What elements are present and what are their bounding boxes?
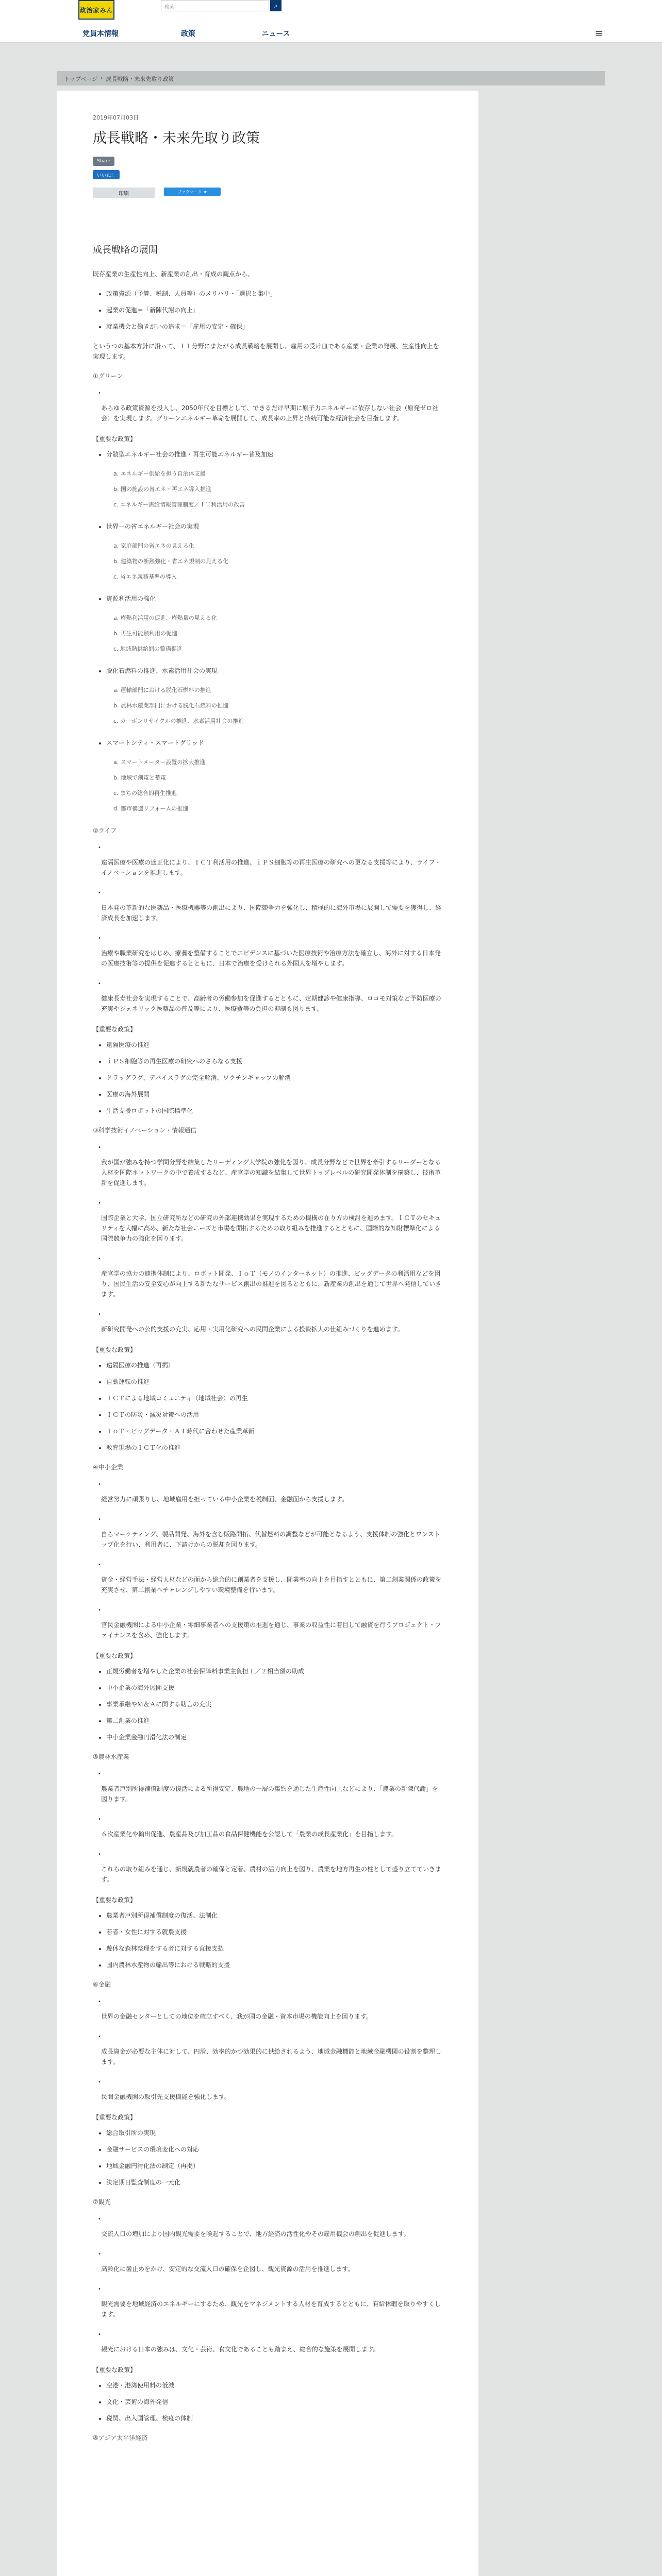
bullet-icon: • xyxy=(98,936,101,941)
policy-list xyxy=(93,1666,443,1742)
page-title: 成長戦略・未来先取り政策 xyxy=(93,130,260,146)
policy-list xyxy=(93,1910,443,1970)
lead-paragraph xyxy=(98,1515,443,1550)
lead-paragraph xyxy=(98,1815,443,1839)
policy-list-item: • ドラッグラグ、デバイスラグの完全解消、ワクチンギャップの解消 xyxy=(106,1073,443,1083)
policy-subitems xyxy=(113,685,443,726)
nav-item-policy[interactable]: 政策 xyxy=(181,30,195,38)
bullet-icon: • xyxy=(98,1852,101,1857)
bullet-icon: • xyxy=(98,1999,101,2005)
nav-item-news[interactable]: ニュース xyxy=(261,30,290,38)
bullet-icon: • xyxy=(98,1145,101,1150)
bullet-icon: • xyxy=(98,1771,101,1777)
policy-group xyxy=(93,521,443,532)
tool-row xyxy=(93,188,221,198)
lead-text: 経営努力に頑張りし、地域雇用を担っている中小企業を税制面、金融面から支援します。 xyxy=(101,1496,349,1503)
lead-paragraph xyxy=(98,2214,443,2239)
lead-text: 観光における日本の強みは、文化・芸術、食文化であることも踏まえ、総合的な施策を展開します。 xyxy=(101,2346,379,2353)
hamburger-menu-icon[interactable]: ≡ xyxy=(594,27,604,39)
lead-paragraph xyxy=(98,1198,443,1244)
policy-label: 【重要な政策】 xyxy=(93,1652,137,1659)
policy-subitem: a. スマートメーター設置の拡大推進 xyxy=(113,759,206,766)
lead-text: 資金・経営手法・経営人材などの面から総合的に創業者を支援し、開業率の向上を目指すとともに、第二創業関係の政策を充実させ、第二創業へチャレンジしやすい環境整備を行います。 xyxy=(101,1576,442,1594)
policy-list-item: • 農業者戸別所得補償制度の復活、法制化 xyxy=(106,1910,443,1921)
site-header xyxy=(0,0,662,43)
lead-paragraph xyxy=(98,388,443,423)
lead-paragraph xyxy=(98,2077,443,2102)
policy-label: 【重要な政策】 xyxy=(93,1026,137,1033)
bullet-icon: • xyxy=(98,2216,101,2222)
article-panel xyxy=(57,91,478,2576)
policy-group-title: • 分散型エネルギー社会の推進・再生可能エネルギー普及加速 xyxy=(106,449,443,460)
lead-paragraph xyxy=(98,2249,443,2274)
policy-list-item: • 事業承継やＭ＆Ａに関する助言の充実 xyxy=(106,1699,443,1709)
policy-subitem: b. 国の施設の省エネ・再エネ導入推進 xyxy=(113,486,211,493)
policy-list-item: • 生活支援ロボットの国際標準化 xyxy=(106,1106,443,1116)
section-title: ⑥金融 xyxy=(93,1981,111,1988)
policy-label: 【重要な政策】 xyxy=(93,1896,137,1904)
policy-group xyxy=(93,666,443,676)
policy-list xyxy=(93,2128,443,2188)
lead-paragraph xyxy=(98,2330,443,2354)
lead-text: 世界の金融センターとしての地位を確立すべく、我が国の金融・資本市場の機能向上を図ります。 xyxy=(101,2013,373,2020)
breadcrumb-home[interactable]: トップページ xyxy=(64,76,98,82)
section-title: ⑦観光 xyxy=(93,2198,111,2206)
bullet-icon: • xyxy=(98,1517,101,1522)
policy-label: 【重要な政策】 xyxy=(93,2114,137,2121)
bullet-icon: • xyxy=(98,1817,101,1822)
nav-item-party-info[interactable]: 党員本情報 xyxy=(82,30,119,38)
lead-paragraph xyxy=(98,1997,443,2022)
lead-text: 交流人口の増加により国内観光需要を喚起することで、地方経済の活性化やその雇用機会の創出を促進します。 xyxy=(101,2230,410,2238)
policy-subitem: b. 地域で創電と蓄電 xyxy=(113,774,166,781)
policy-list-item: • 遊休な森林整理をする者に対する直接支払 xyxy=(106,1943,443,1954)
lead-paragraph xyxy=(98,1480,443,1504)
policy-group-title: • 世界一の省エネルギー社会の実現 xyxy=(106,521,443,532)
policy-group xyxy=(93,738,443,748)
lead-text: ６次産業化や輸出促進、農産品及び加工品の食品保健機能を公認して「農業の成長産業化」を目指します。 xyxy=(101,1831,398,1838)
share-row xyxy=(93,157,114,166)
policy-list xyxy=(93,1360,443,1453)
bullet-icon: • xyxy=(98,1482,101,1487)
lead-text: これらの取り組みを通じ、新規就農者の確保と定着、農村の活力向上を図り、農業を地方再生の柱として盛り立てていきます。 xyxy=(101,1866,442,1883)
section-title: ⑤農林水産業 xyxy=(93,1753,129,1760)
main-nav xyxy=(57,25,603,42)
lead-paragraph xyxy=(98,1143,443,1188)
policy-subitem: a. 運輸部門における脱化石燃料の推進 xyxy=(113,687,211,693)
policy-list-item: • 自動運転の推進 xyxy=(106,1377,443,1387)
lead-text: 産官学の協力の連携体制により、ロボット開発、ＩｏＴ（モノのインターネット）の推進、ビッグデータの利活用などを図り、国民生活の安全安心が向上する新たなサービス創出の推進を図るとともに、新産業の創出を通じて世界へ発信していきます。 xyxy=(101,1270,442,1298)
lead-text: あらゆる政策資源を投入し、2050年代を目標として、できるだけ早期に原子力エネルギーに依存しない社会（原発ゼロ社会）を実現します。グリーンエネルギー革命を展開して、成長率の上昇と持続可能な経済社会を目指します。 xyxy=(101,404,439,422)
lead-paragraph xyxy=(98,843,443,878)
lead-text: 日本発の革新的な医薬品・医療機器等の創出により、国際競争力を強化し、積極的に海外市場に展開して需要を獲得し、経済成長を加速します。 xyxy=(101,904,442,922)
bullet-icon: • xyxy=(98,2332,101,2337)
policy-subitem: c. 地域熱供給網の整備促進 xyxy=(113,646,183,652)
policy-subitem: b. 農林水産業部門における脱化石燃料の推進 xyxy=(113,702,228,709)
lead-paragraph xyxy=(98,1769,443,1804)
lead-text: 自らマーケティング、製品開発、海外を含む販路開拓、代替燃料の調整などが可能となるよう、支援体制の強化とワンストップ化を行い、利用者に、下請けからの脱却を図ります。 xyxy=(101,1531,440,1548)
lead-text: 民間金融機関の取引先支援機能を強化します。 xyxy=(101,2093,231,2100)
policy-list-item: • 文化・芸術の海外発信 xyxy=(106,2397,443,2407)
policy-group xyxy=(93,449,443,460)
policy-list-item: • 正規労働者を増やした企業の社会保障料事業主負担１／２相当額の助成 xyxy=(106,1666,443,1676)
lead-paragraph xyxy=(98,2032,443,2067)
policy-list-item: • 教育現場のＩＣＴ化の推進 xyxy=(106,1443,443,1453)
policy-subitem: c. 省エネ義務基準の導入 xyxy=(113,573,177,580)
intro-list-item: • 起業の促進＝「新陳代謝の向上」 xyxy=(106,305,443,315)
policy-subitem: b. 再生可能熱利用の促進 xyxy=(113,630,177,637)
policy-label: 【重要な政策】 xyxy=(93,1346,137,1353)
policy-list-item: • 決定期日監査制度の一元化 xyxy=(106,2177,443,2188)
bullet-icon: • xyxy=(98,1312,101,1317)
policy-list-item: • 若者・女性に対する就農支援 xyxy=(106,1927,443,1937)
policy-subitems xyxy=(113,541,443,582)
policy-sections xyxy=(93,371,443,2443)
lead-paragraph xyxy=(98,1605,443,1640)
policy-list-item: • 国内農林水産物の輸出等における戦略的支援 xyxy=(106,1960,443,1970)
breadcrumb-separator: › xyxy=(101,75,103,81)
policy-list-item: • ＩＣＴによる地域コミュニティ（地域社会）の再生 xyxy=(106,1393,443,1403)
policy-list-item: • 遠隔医療の推進（再掲） xyxy=(106,1360,443,1370)
policy-list-item: • 医療の海外展開 xyxy=(106,1089,443,1099)
lead-text: 健康長寿社会を実現することで、高齢者の労働参加を促進するとともに、定期健診や健康指導、ロコモ対策など予防医療の充実やジェネリック医薬品の普及等により、医療費等の負担の抑制も図ります。 xyxy=(101,995,441,1012)
policy-subitems xyxy=(113,757,443,814)
policy-subitems xyxy=(113,469,443,510)
lead-text: 高齢化に歯止めをかけ、安定的な交流人口の確保を企図し、観光資源の活用を推進します。 xyxy=(101,2265,354,2273)
summary-text: というつの基本方針に沿って、１１分野にまたがる成長戦略を展開し、雇用の受け皿である産業・企業の発展、生産性向上を実現します。 xyxy=(93,343,439,360)
policy-list-item: • 中小企業金融円滑化法の制定 xyxy=(106,1732,443,1742)
article-body xyxy=(93,245,443,2450)
section-heading: 成長戦略の展開 xyxy=(93,245,158,256)
bullet-icon: • xyxy=(98,1562,101,1568)
bullet-icon: • xyxy=(98,1607,101,1613)
policy-list-item: • 遠隔医療の推進 xyxy=(106,1040,443,1050)
policy-list-item: • 第二創業の推進 xyxy=(106,1716,443,1726)
bullet-icon: • xyxy=(98,1200,101,1206)
lead-text: 観光需要を地域経済のエネルギーにするため、観光をマネジメントする人材を育成するとともに、有給休暇を取りやすくします。 xyxy=(101,2300,441,2318)
policy-list-item: • 中小企業の海外展開支援 xyxy=(106,1683,443,1693)
policy-list xyxy=(93,1040,443,1116)
policy-list xyxy=(93,2380,443,2424)
policy-group-title: • スマートシティ・スマートグリッド xyxy=(106,738,443,748)
policy-list-item: • 金融サービスの環境変化への対応 xyxy=(106,2144,443,2155)
bullet-icon: • xyxy=(98,981,101,987)
intro-list xyxy=(93,289,443,332)
policy-list-item: • 総合取引所の実現 xyxy=(106,2128,443,2138)
print-button[interactable]: 印刷 xyxy=(93,188,155,198)
policy-subitems xyxy=(113,613,443,654)
intro-list-item: • 就業機会と働きがいの追求＝「雇用の安定・確保」 xyxy=(106,321,443,332)
lead-text: 成長資金が必要な主体に対して、円滑、効率的かつ効果的に供給されるよう、地域金融機能と地域金融機関の役割を整理します。 xyxy=(101,2048,441,2065)
lead-text: 農業者戸別所得補償制度の復活による所得安定、農地の一層の集約を通じた生産性向上などにより、「農業の新陳代謝」を図ります。 xyxy=(101,1785,439,1803)
bookmark-button[interactable]: ブックマーク ★ xyxy=(164,188,221,196)
policy-subitem: a. 廃熱利活用の促進、廃熱量の見える化 xyxy=(113,615,217,621)
policy-list-item: • 税関、出入国管理、検疫の体制 xyxy=(106,2413,443,2424)
lead-paragraph xyxy=(98,1560,443,1595)
policy-group-title: • 脱化石燃料の推進、水素活用社会の実現 xyxy=(106,666,443,676)
policy-label: 【重要な政策】 xyxy=(93,435,137,443)
bullet-icon: • xyxy=(98,2034,101,2040)
section-title: ①グリーン xyxy=(93,372,123,380)
like-row xyxy=(93,170,120,179)
lead-text: 我が国が強みを持つ学問分野を結集したリーディング大学院の強化を図り、成長分野などで世界を牽引するリーダーとなる人材を国際ネットワークの中で養成するなど、産官学の知識を結集して世界トップレベルの研究開発体制を構築し、技術革新を促進します。 xyxy=(101,1159,441,1187)
lead-text: 国際企業と大学、国立研究所などの研究の外部連携効果を実現するための機構の在り方の検討を進めます。ＩＣＴのセキュリティを大幅に高め、新たな社会ニーズと市場を開拓するための取り組みを推進するとともに、国際的な知財標準化による国際競争力の強化を図ります。 xyxy=(101,1214,441,1242)
bullet-icon: • xyxy=(98,2079,101,2085)
policy-list-item: • 空港・港湾使用料の低減 xyxy=(106,2380,443,2391)
policy-group-title: • 資源利活用の強化 xyxy=(106,594,443,604)
section-title: ⑧アジア太平洋経済 xyxy=(93,2434,148,2442)
policy-subitem: a. エネルギー供給を担う自治体支援 xyxy=(113,470,206,477)
share-button[interactable]: Share xyxy=(93,157,114,166)
policy-list-item: • 地域金融円滑化法の制定（再掲） xyxy=(106,2161,443,2171)
bullet-icon: • xyxy=(98,2251,101,2257)
policy-label: 【重要な政策】 xyxy=(93,2366,137,2374)
lead-text: 遠隔医療や医療の適正化により、ＩＣＴ利活用の推進、ｉＰＳ細胞等の再生医療の研究への更なる支援等により、ライフ・イノベーションを推進します。 xyxy=(101,859,441,876)
policy-subitem: c. まちの総合的再生推進 xyxy=(113,790,177,796)
search-input[interactable]: 検索 xyxy=(161,0,269,11)
search-icon[interactable]: ⌕ xyxy=(270,0,282,11)
lead-paragraph xyxy=(98,934,443,969)
lead-paragraph xyxy=(98,888,443,923)
policy-subitem: b. 建築物の断熱強化・省エネ規制の見える化 xyxy=(113,558,228,565)
lead-text: 新研究開発への公的支援の充実、応用・実用化研究への民間企業による投資拡大の仕組みづくりを進めます。 xyxy=(101,1326,404,1333)
lead-paragraph xyxy=(98,1310,443,1334)
intro-text: 既存産業の生産性向上、新産業の創出・育成の観点から、 xyxy=(93,270,254,278)
policy-list-item: • ＩＣＴの防災・減災対策への活用 xyxy=(106,1410,443,1420)
policy-subitem: a. 家庭部門の省エネの見える化 xyxy=(113,543,194,549)
policy-subitem: d. 都市構造リフォームの推進 xyxy=(113,805,189,812)
lead-paragraph xyxy=(98,2284,443,2319)
bullet-icon: • xyxy=(98,391,101,396)
section-title: ③科学技術イノベーション・情報通信 xyxy=(93,1127,197,1134)
site-logo[interactable]: 政治家みん xyxy=(78,0,114,20)
bullet-icon: • xyxy=(98,890,101,896)
publish-date: 2019年07月03日 xyxy=(93,114,139,121)
policy-group xyxy=(93,594,443,604)
intro-list-item: • 政策資源（予算、税制、人員等）のメリハリ・「選択と集中」 xyxy=(106,289,443,299)
section-title: ④中小企業 xyxy=(93,1464,123,1471)
lead-text: 官民金融機関による中小企業・零細事業者への支援策の推進を通じ、事業の収益性に着目して融資を行うプロジェクト・ファイナンスを含め、強化します。 xyxy=(101,1621,441,1639)
bullet-icon: • xyxy=(98,2286,101,2292)
policy-subitem: c. カーボンリサイクルの推進、水素活用社会の推進 xyxy=(113,718,244,724)
bullet-icon: • xyxy=(98,845,101,851)
like-button[interactable]: いいね！ xyxy=(93,170,120,179)
policy-subitem: c. エネルギー需給情報管理制度／ＩＴ利活用の改善 xyxy=(113,501,245,508)
lead-paragraph xyxy=(98,1850,443,1885)
bullet-icon: • xyxy=(98,1256,101,1262)
breadcrumb-current: 成長戦略・未来先取り政策 xyxy=(106,76,174,82)
policy-list-item: • ｉＰＳ細胞等の再生医療の研究へのさらなる支援 xyxy=(106,1056,443,1066)
lead-paragraph xyxy=(98,1254,443,1299)
policy-list-item: • ＩｏＴ・ビッグデータ・ＡＩ時代に合わせた産業革新 xyxy=(106,1426,443,1436)
section-title: ②ライフ xyxy=(93,827,117,834)
breadcrumb xyxy=(57,71,605,86)
lead-paragraph xyxy=(98,979,443,1014)
lead-text: 治療や職業研究をはじめ、療養を整備することでエビデンスに基づいた医療技術や治療方法を確立し、海外に対する日本発の医療技術等の提供を促進するとともに、日本で治療を受けられる外国人を増やします。 xyxy=(101,950,441,967)
